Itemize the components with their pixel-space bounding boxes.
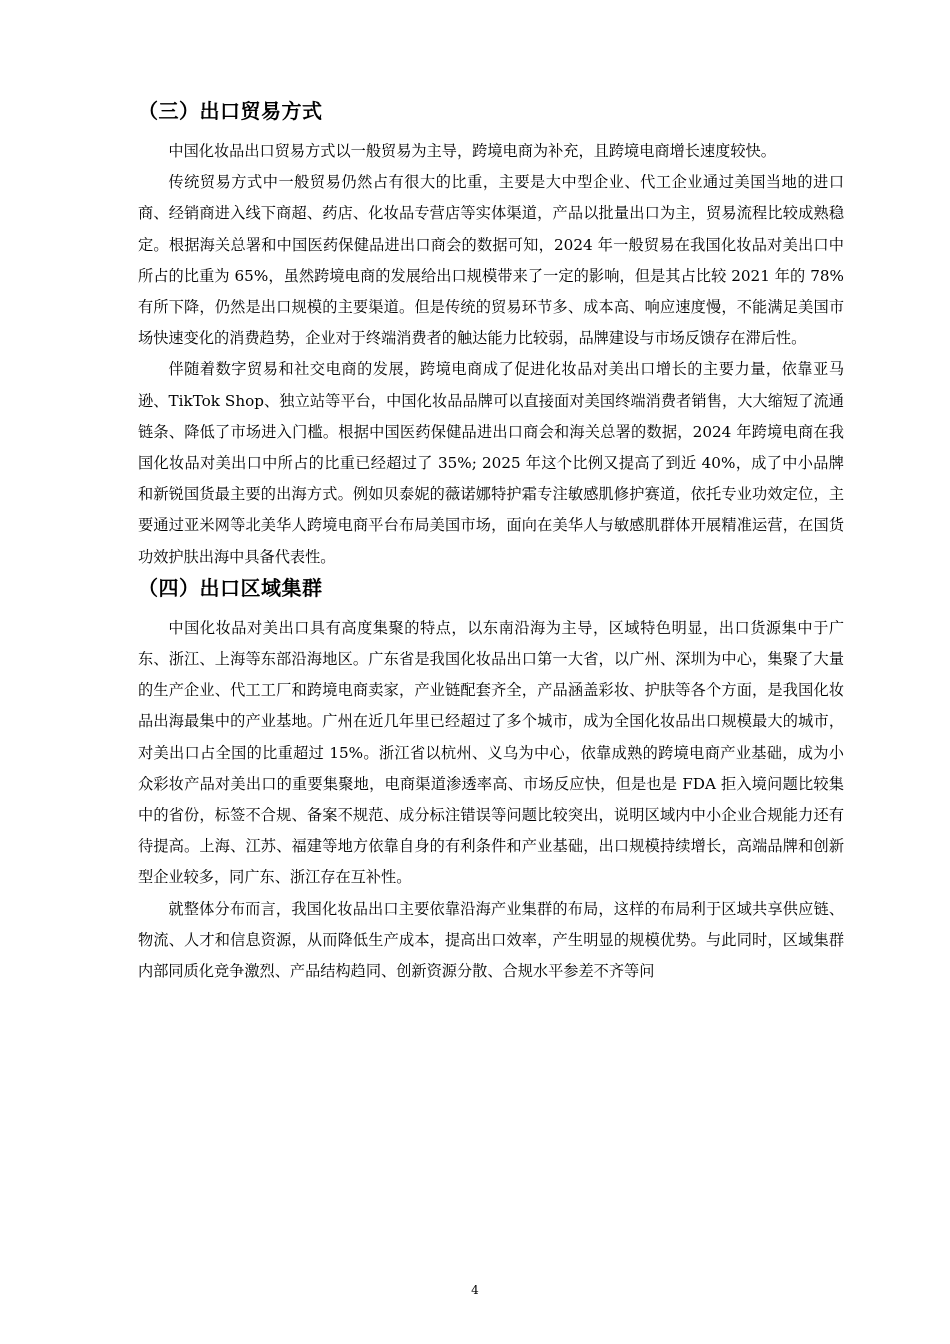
body-paragraph: 伴随着数字贸易和社交电商的发展，跨境电商成了促进化妆品对美出口增长的主要力量，依靠亚马逊、TikTok Shop、独立站等平台，中国化妆品品牌可以直接面对美国终端消费者销售，大大缩短了流通链条、降低了市场进入门槛。根据中国医药保健品进出口商会和海关总署的数据，2024 年跨境电商在我国化妆品对美出口中所占的比重已经超过了 35%; 2025 年这个比例又提高了到近 40%，成了中小品牌和新锐国货最主要的出海方式。例如贝泰妮的薇诺娜特护霜专注敏感肌修护赛道，依托专业功效定位，主要通过亚米网等北美华人跨境电商平台布局美国市场，面向在美华人与敏感肌群体开展精准运营，在国货功效护肤出海中具备代表性。 (138, 360, 844, 566)
section-heading-trade-methods: （三）出口贸易方式 (138, 99, 323, 123)
page-number: 4 (471, 1283, 479, 1297)
body-paragraph: 中国化妆品对美出口具有高度集聚的特点，以东南沿海为主导，区域特色明显，出口货源集中于广东、浙江、上海等东部沿海地区。广东省是我国化妆品出口第一大省，以广州、深圳为中心，集聚了大量的生产企业、代工工厂和跨境电商卖家，产业链配套齐全，产品涵盖彩妆、护肤等各个方面，是我国化妆品出海最集中的产业基地。广州在近几年里已经超过了多个城市，成为全国化妆品出口规模最大的城市，对美出口占全国的比重超过 15%。浙江省以杭州、义乌为中心，依靠成熟的跨境电商产业基础，成为小众彩妆产品对美出口的重要集聚地，电商渠道渗透率高、市场反应快，但是也是 FDA 拒入境问题比较集中的省份，标签不合规、备案不规范、成分标注错误等问题比较突出，说明区域内中小企业合规能力还有待提高。上海、江苏、福建等地方依靠自身的有利条件和产业基础，出口规模持续增长，高端品牌和创新型企业较多，同广东、浙江存在互补性。 (138, 618, 844, 887)
body-paragraph: 传统贸易方式中一般贸易仍然占有很大的比重，主要是大中型企业、代工企业通过美国当地的进口商、经销商进入线下商超、药店、化妆品专营店等实体渠道，产品以批量出口为主，贸易流程比较成熟稳定。根据海关总署和中国医药保健品进出口商会的数据可知，2024 年一般贸易在我国化妆品对美出口中所占的比重为 65%，虽然跨境电商的发展给出口规模带来了一定的影响，但是其占比较 2021 年的 78%有所下降，仍然是出口规模的主要渠道。但是传统的贸易环节多、成本高、响应速度慢，不能满足美国市场快速变化的消费趋势，企业对于终端消费者的触达能力比较弱，品牌建设与市场反馈存在滞后性。 (138, 173, 844, 348)
document-page (138, 96, 844, 987)
body-paragraph: 中国化妆品出口贸易方式以一般贸易为主导，跨境电商为补充，且跨境电商增长速度较快。 (168, 142, 776, 160)
section-heading-regional-clusters: （四）出口区域集群 (138, 575, 323, 600)
body-paragraph: 就整体分布而言，我国化妆品出口主要依靠沿海产业集群的布局，这样的布局利于区域共享供应链、物流、人才和信息资源，从而降低生产成本，提高出口效率，产生明显的规模优势。与此同时，区域集群内部同质化竞争激烈、产品结构趋同、创新资源分散、合规水平参差不齐等问 (138, 899, 844, 981)
